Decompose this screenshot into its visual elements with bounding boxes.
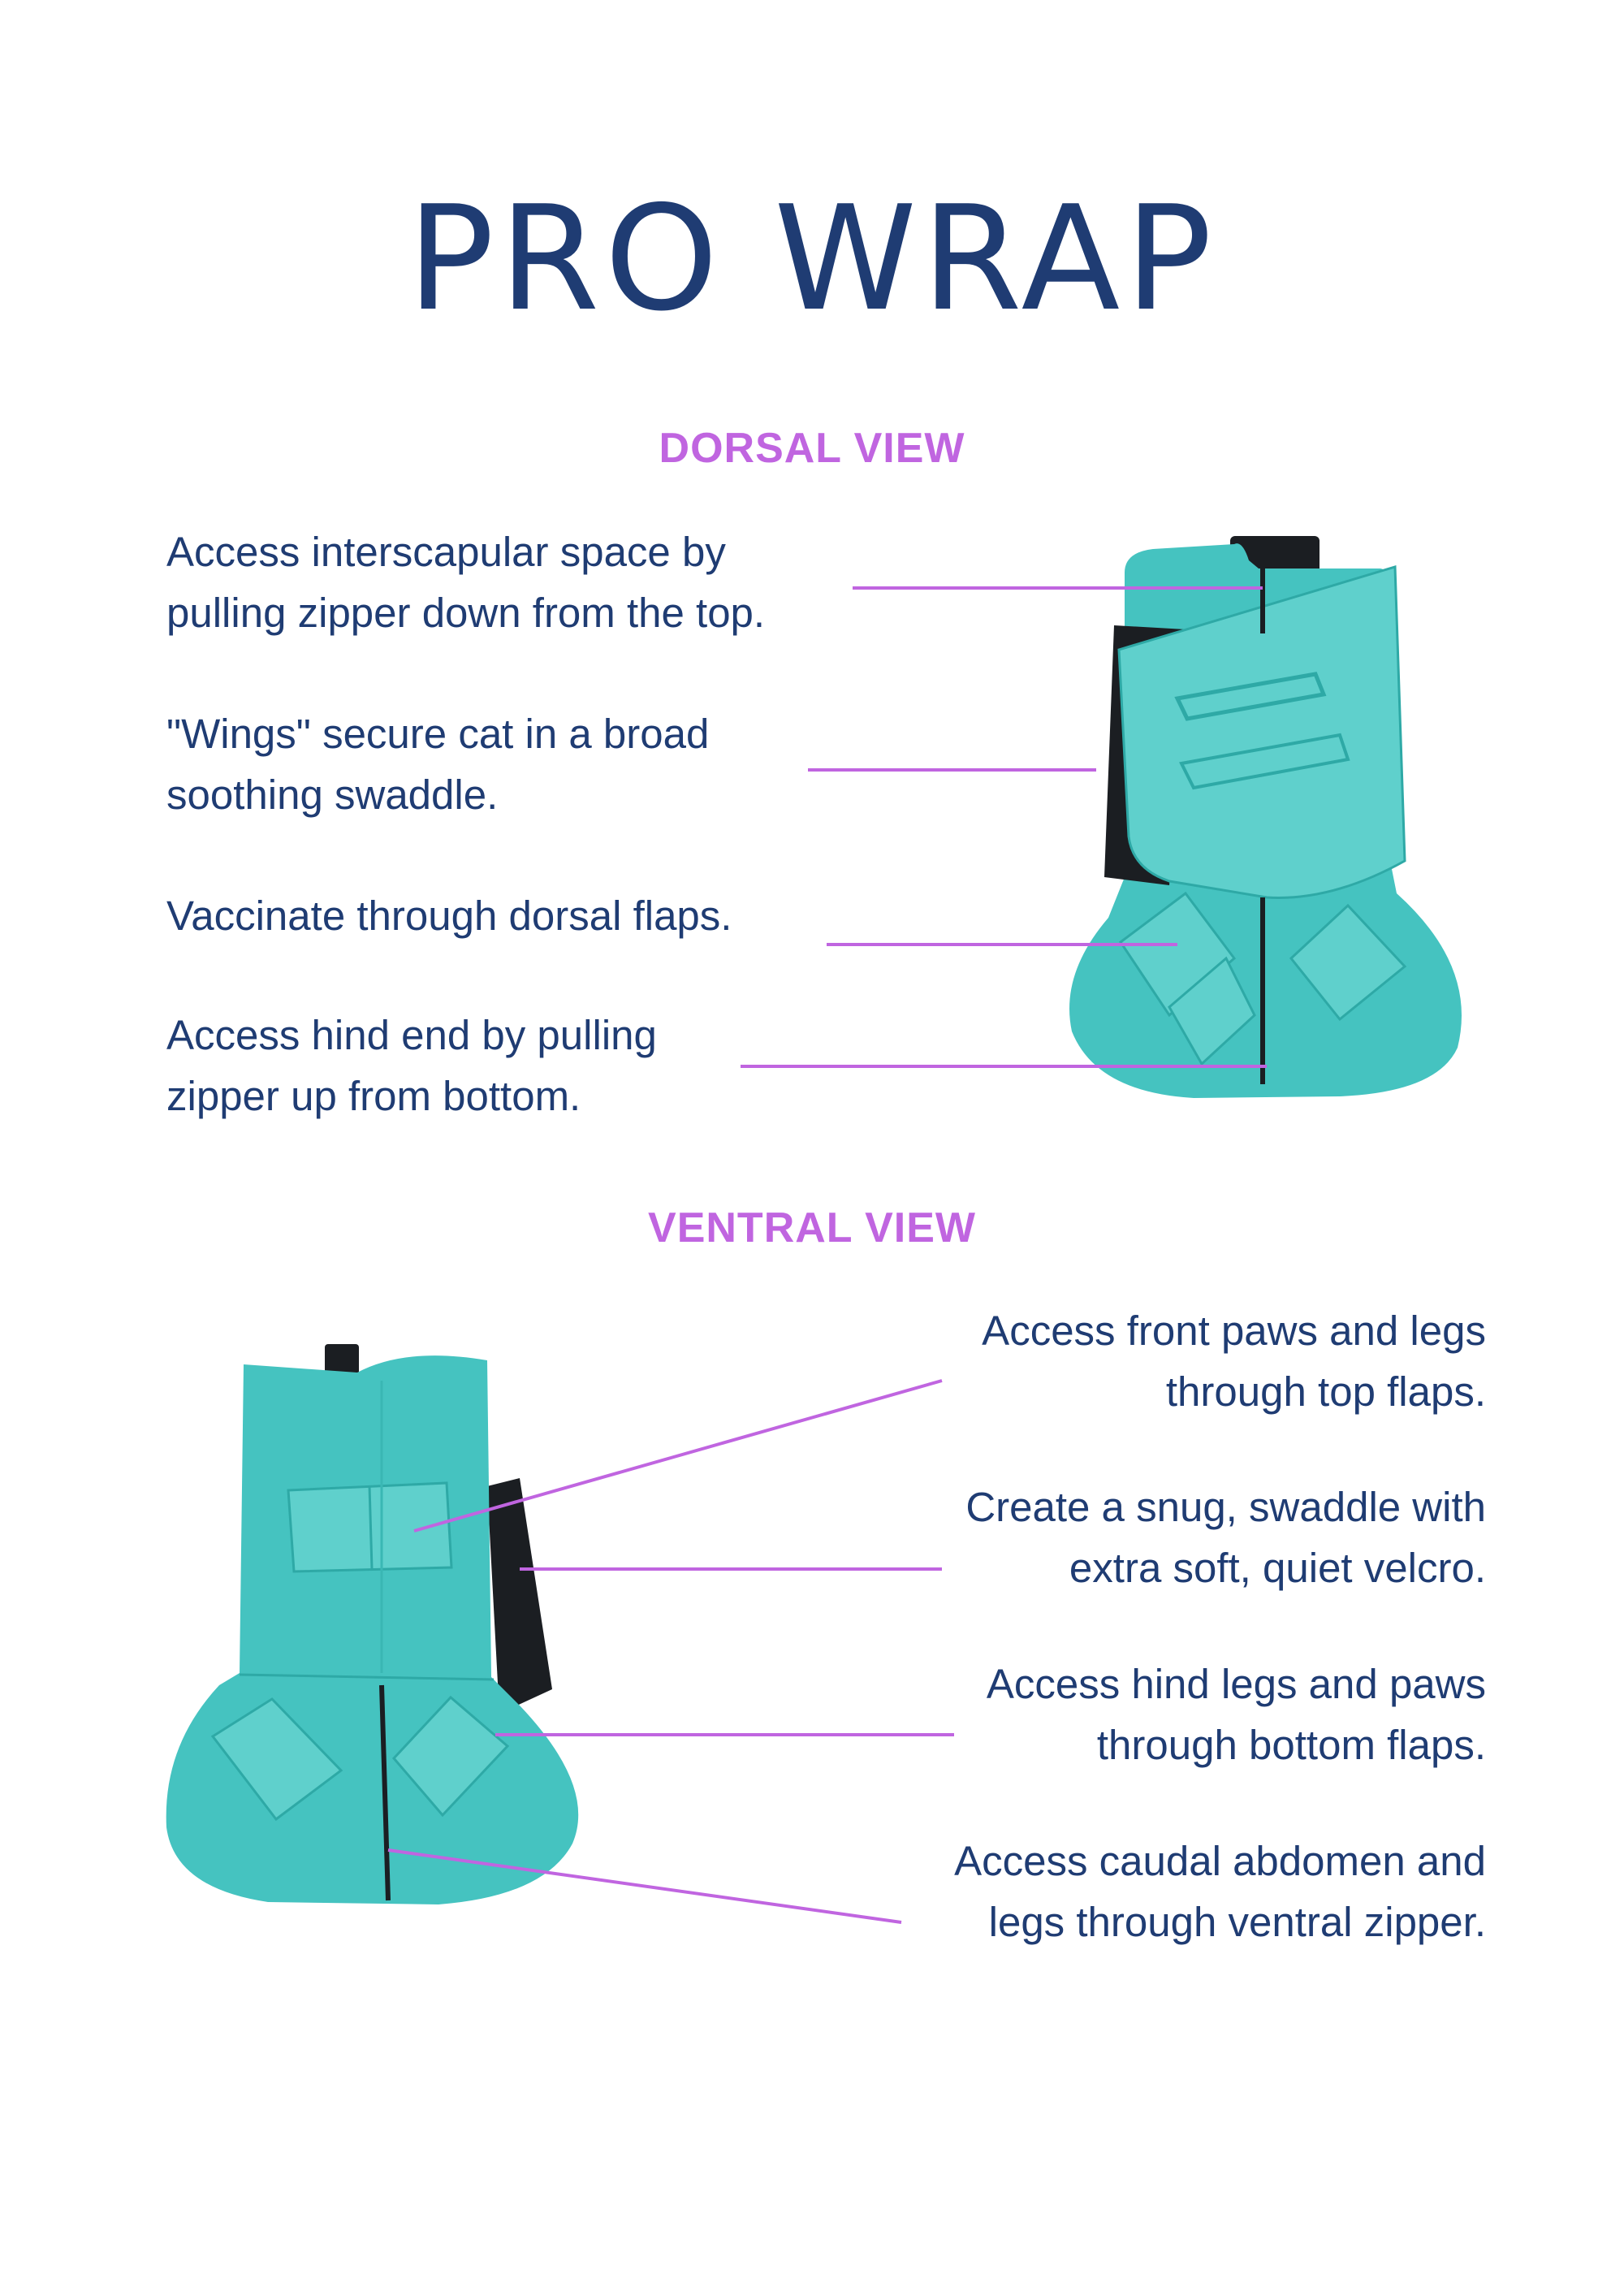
ventral-wrap-illustration [166,1344,579,1904]
dorsal-note-interscapular: Access interscapular space by pulling zipper down from the top. [166,529,766,636]
dorsal-wrap-illustration [1069,536,1462,1098]
ventral-note-caudal-abdomen: Access caudal abdomen and legs through ventral zipper. [954,1838,1486,1945]
dorsal-note-vaccinate: Vaccinate through dorsal flaps. [166,893,732,939]
ventral-side-velcro-panel [487,1478,552,1714]
page-title: PRO WRAP [407,175,1217,343]
ventral-note-hind-legs: Access hind legs and paws through bottom flaps. [986,1661,1486,1768]
dorsal-note-hind-end: Access hind end by pulling zipper up from bottom. [166,1012,657,1119]
ventral-note-front-paws: Access front paws and legs through top flaps. [982,1308,1486,1415]
ventral-note-velcro: Create a snug, swaddle with extra soft, quiet velcro. [965,1484,1486,1591]
dorsal-view-heading: DORSAL VIEW [659,425,965,472]
dorsal-note-wings: "Wings" secure cat in a broad soothing swaddle. [166,711,710,818]
ventral-view-heading: VENTRAL VIEW [648,1204,976,1252]
leader-front-paws [414,1381,942,1531]
